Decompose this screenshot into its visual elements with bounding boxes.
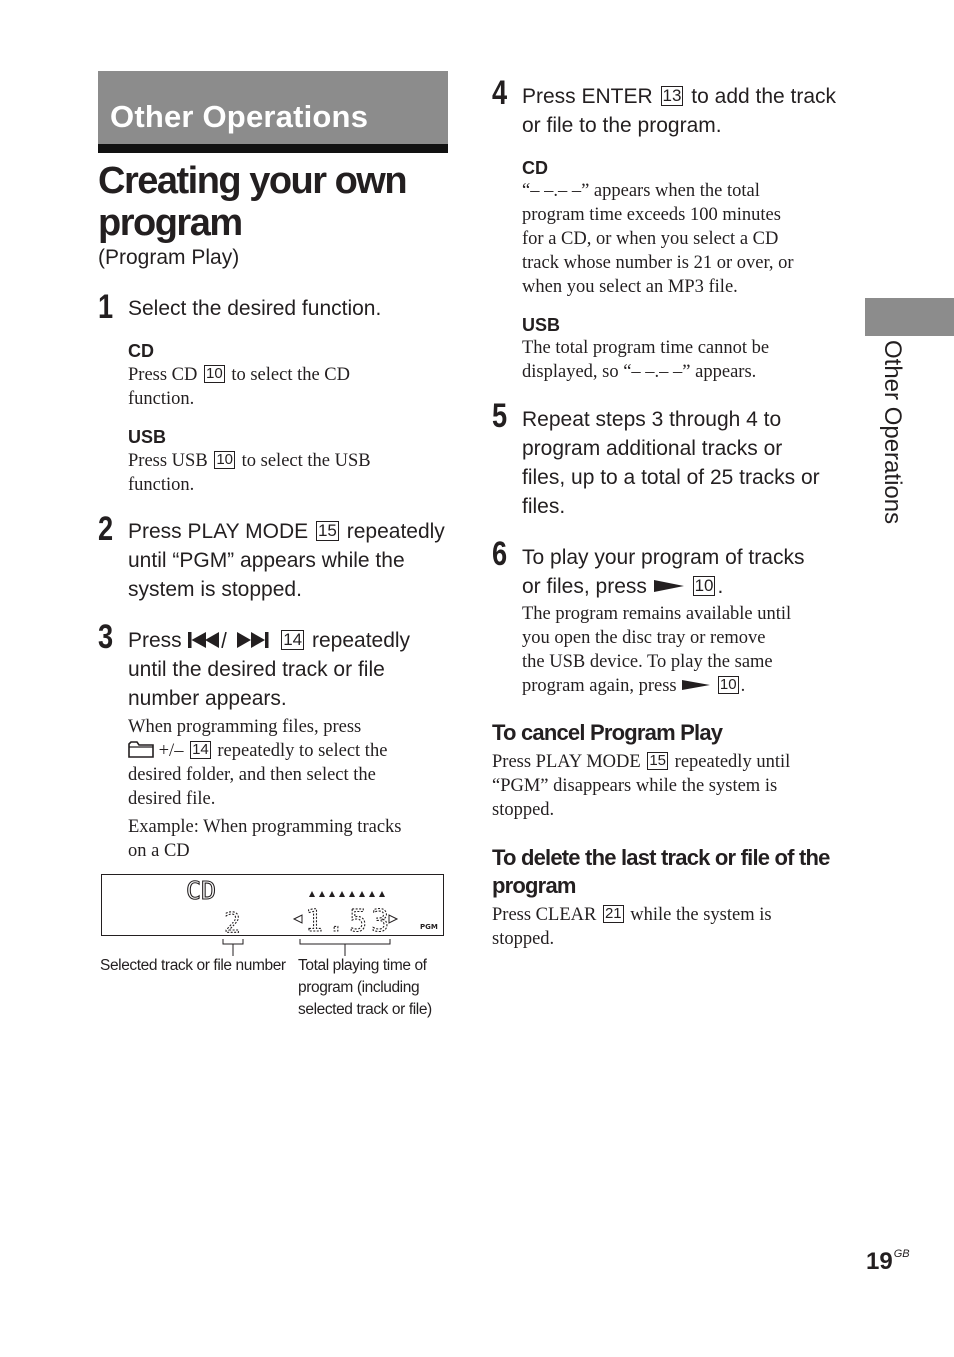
step-6-body: The program remains available until you open the disc tray or remove the USB device. To play the same program again, press 10 . xyxy=(522,604,792,696)
step-5-number: 5 xyxy=(492,397,508,435)
key-10: 10 xyxy=(216,451,233,468)
step-4-usb-label: USB xyxy=(522,315,561,335)
step-1-cd-label: CD xyxy=(128,341,154,361)
step-2-number: 2 xyxy=(98,510,114,548)
step-3-folder-text: When programming files, press +/– 14 repeatedly to select the desired folder, and then select the desired file. xyxy=(128,717,388,809)
step-3-number: 3 xyxy=(98,618,114,656)
section-banner xyxy=(98,71,448,153)
step-2-text: Press PLAY MODE 15 repeatedly until “PGM” appears while the system is stopped. xyxy=(128,520,445,601)
step-6-text: To play your program of tracks or files, press 10 . xyxy=(522,546,805,598)
display-panel xyxy=(101,874,444,936)
step-1-text: Select the desired function. xyxy=(128,297,382,320)
page-number: $19^{GB}$ xyxy=(866,1248,910,1275)
step-5-text: Repeat steps 3 through 4 to program additional tracks or files, up to a total of 25 tracks or files. xyxy=(522,408,820,518)
step-1-usb-text: Press USB 10 to select the USB function. xyxy=(128,451,371,495)
key-15: 15 xyxy=(317,521,337,540)
cancel-text: Press PLAY MODE 15 repeatedly until “PGM” disappears while the system is stopped. xyxy=(492,752,791,820)
step-4-usb-text: The total program time cannot be displayed, so “– –.– –” appears. xyxy=(522,338,770,382)
display-time: 1.53 xyxy=(305,904,394,937)
page-subtitle: (Program Play) xyxy=(98,246,240,269)
key-13: 13 xyxy=(662,86,682,105)
next-track-icon xyxy=(237,632,273,648)
step-4-cd-label: CD xyxy=(522,158,548,178)
caption-total-time: Total playing time of program (including selected track or file) xyxy=(298,957,432,1018)
step-1-number: 1 xyxy=(98,288,114,326)
display-segments xyxy=(102,875,445,937)
key-14: 14 xyxy=(283,630,303,649)
key-15: 15 xyxy=(649,752,667,769)
key-10: 10 xyxy=(719,676,737,693)
step-4-text: Press ENTER 13 to add the track or file to the program. xyxy=(522,85,837,137)
step-3-example-text: Example: When programming tracks on a CD xyxy=(128,817,402,861)
play-icon xyxy=(653,578,685,594)
step-3-text: Press 14 repeatedly until the desired track or file number appears. xyxy=(128,629,411,710)
key-10: 10 xyxy=(694,576,714,595)
display-track: 2 xyxy=(224,906,241,937)
key-21: 21 xyxy=(604,905,622,922)
step-4-cd-text: “– –.– –” appears when the total program time exceeds 100 minutes for a CD, or when you select a CD track whose number is 21 or over, or when you select an MP3 file. xyxy=(522,181,794,297)
pgm-indicator: PGM xyxy=(420,923,438,931)
display-source: CD xyxy=(186,876,217,905)
blink-markers xyxy=(309,891,385,897)
folder-icon xyxy=(128,741,154,758)
side-tab xyxy=(865,298,954,336)
caption-track-number: Selected track or file number xyxy=(100,957,286,974)
step-4-number: 4 xyxy=(492,74,508,112)
step-6-number: 6 xyxy=(492,535,508,573)
side-tab-label: Other Operations xyxy=(879,340,906,525)
step-1-usb-label: USB xyxy=(128,427,167,447)
page-title: Creating your own program xyxy=(98,160,407,244)
key-10: 10 xyxy=(206,365,223,382)
cancel-heading: To cancel Program Play xyxy=(492,720,723,745)
previous-track-icon xyxy=(188,632,232,648)
section-banner-title: Other Operations xyxy=(110,99,369,134)
step-1-cd-text: Press CD 10 to select the CD function. xyxy=(128,365,351,409)
left-arrow-marker xyxy=(294,915,302,923)
key-14: 14 xyxy=(192,741,209,758)
delete-text: Press CLEAR 21 while the system is stopped. xyxy=(492,905,772,949)
play-icon xyxy=(681,678,711,692)
delete-heading: To delete the last track or file of the program xyxy=(492,845,830,898)
